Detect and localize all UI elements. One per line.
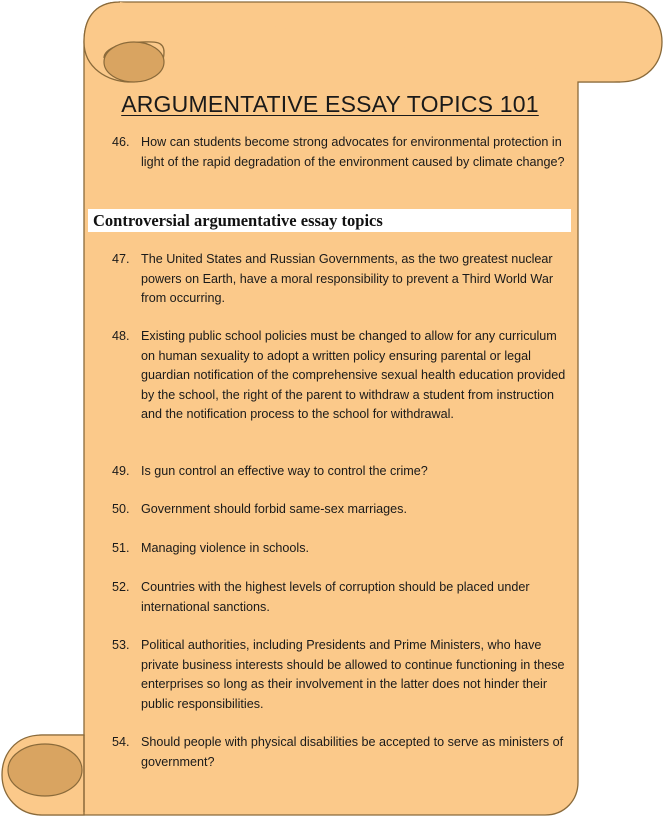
item-text: Existing public school policies must be changed to allow for any curriculum on human sexuality to adopt a written policy ensuring parental or legal guardian notification of the comprehensive sexual health education provided by the school, the right of the parent to withdraw a student from instruction and the notification process to the school for withdrawal. — [141, 329, 566, 421]
item-text: Managing violence in schools. — [141, 541, 310, 555]
item-text: The United States and Russian Governments, as the two greatest nuclear powers on Earth, have a moral responsibility to prevent a Third World War from occurring. — [141, 252, 554, 305]
item-number: 47. — [112, 252, 130, 266]
item-number: 48. — [112, 329, 130, 343]
item-text: Should people with physical disabilities be accepted to serve as ministers of government? — [141, 735, 564, 769]
list-item-49 — [112, 462, 572, 482]
item-number: 54. — [112, 735, 130, 749]
item-text: Countries with the highest levels of corruption should be placed under international sanctions. — [141, 580, 530, 614]
item-number: 53. — [112, 638, 130, 652]
item-number: 51. — [112, 541, 130, 555]
item-number: 52. — [112, 580, 130, 594]
item-text: How can students become strong advocates for environmental protection in light of the rapid degradation of the environment caused by climate change? — [141, 135, 565, 169]
item-number: 46. — [112, 135, 130, 149]
item-text: Is gun control an effective way to control the crime? — [141, 464, 428, 478]
list-item-46 — [112, 133, 572, 172]
item-text: Political authorities, including Presidents and Prime Ministers, who have private business interests should be allowed to continue functioning in these enterprises so long as their involvement in the latter does not hinder their public responsibilities. — [141, 638, 565, 711]
list-item-52 — [112, 578, 572, 617]
list-item-53 — [112, 636, 572, 714]
section-heading: Controversial argumentative essay topics — [93, 211, 383, 230]
list-item-51 — [112, 539, 572, 559]
item-number: 50. — [112, 502, 130, 516]
item-text: Government should forbid same-sex marriages. — [141, 502, 407, 516]
list-item-54 — [112, 733, 572, 772]
list-item-50 — [112, 500, 572, 520]
list-item-48 — [112, 327, 572, 425]
page-title: ARGUMENTATIVE ESSAY TOPICS 101 — [121, 91, 539, 117]
item-number: 49. — [112, 464, 130, 478]
list-item-47 — [112, 250, 572, 309]
